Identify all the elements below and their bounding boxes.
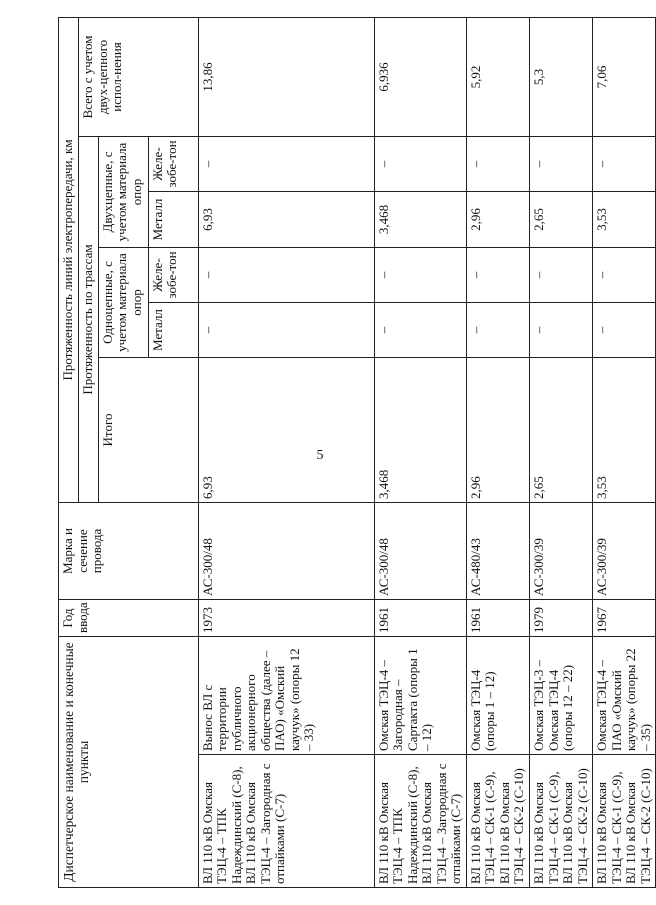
- table-body: [198, 17, 656, 887]
- year-cell: 1973: [198, 600, 374, 637]
- power-lines-table: [58, 17, 656, 888]
- double-concrete-cell: –: [530, 137, 593, 192]
- table-row: [198, 17, 374, 887]
- single-metal-cell: –: [374, 303, 466, 358]
- header-single: Одноцепные, с учетом материала опор: [98, 248, 148, 358]
- line-section: Омская ТЭЦ-4 – Загородная – Сартакта (опоры 1 – 12): [374, 637, 466, 755]
- wire-cell: АС-300/39: [593, 503, 656, 600]
- itogo-cell: 2,65: [530, 358, 593, 503]
- table-header: [59, 17, 199, 887]
- header-single-concrete: Желе-зобе-тон: [148, 248, 198, 303]
- line-name: ВЛ 110 кВ Омская ТЭЦ-4 – СК-1 (С-9), ВЛ 110 кВ Омская ТЭЦ-4 – СК-2 (С-10): [530, 755, 593, 888]
- wire-cell: АС-300/48: [198, 503, 374, 600]
- double-concrete-cell: –: [466, 137, 529, 192]
- double-concrete-cell: –: [198, 137, 374, 192]
- total-cell: 5,92: [466, 17, 529, 136]
- year-cell: 1979: [530, 600, 593, 637]
- wire-cell: АС-300/48: [374, 503, 466, 600]
- single-concrete-cell: –: [374, 248, 466, 303]
- header-single-metal: Металл: [148, 303, 198, 358]
- line-name: ВЛ 110 кВ Омская ТЭЦ-4 – СК-1 (С-9), ВЛ 110 кВ Омская ТЭЦ-4 – СК-2 (С-10): [593, 755, 656, 888]
- header-double-concrete: Желе-зобе-тон: [148, 137, 198, 192]
- itogo-cell: 6,93: [198, 358, 374, 503]
- double-metal-cell: 2,96: [466, 192, 529, 248]
- table-row: [374, 17, 466, 887]
- double-metal-cell: 3,468: [374, 192, 466, 248]
- itogo-cell: 3,53: [593, 358, 656, 503]
- line-name: ВЛ 110 кВ Омская ТЭЦ-4 – СК-1 (С-9), ВЛ 110 кВ Омская ТЭЦ-4 – СК-2 (С-10): [466, 755, 529, 888]
- table-row: [593, 17, 656, 887]
- header-double-metal: Металл: [148, 192, 198, 248]
- itogo-cell: 2,96: [466, 358, 529, 503]
- rotated-table-container: [58, 18, 653, 888]
- line-name: ВЛ 110 кВ Омская ТЭЦ-4 – ТПК Надеждинский (С-8), ВЛ 110 кВ Омская ТЭЦ-4 – Загородная с отпайками (С-7): [198, 755, 374, 888]
- single-metal-cell: –: [593, 303, 656, 358]
- year-cell: 1967: [593, 600, 656, 637]
- single-concrete-cell: –: [593, 248, 656, 303]
- header-by-routes: Протяженность по трассам: [79, 137, 99, 503]
- table-row: [466, 17, 529, 887]
- single-concrete-cell: –: [198, 248, 374, 303]
- header-length: Протяженность линий электропередачи, км: [59, 17, 79, 502]
- itogo-cell: 3,468: [374, 358, 466, 503]
- header-total: Всего с учетом двух-цепного испол-нения: [79, 17, 199, 136]
- header-wire: Марка и сечение провода: [59, 503, 199, 600]
- line-section: Вынос ВЛ с территории публичного акционерного общества (далее – ПАО) «Омский каучук» (опоры 12 – 33): [198, 637, 374, 755]
- table-row: [530, 17, 593, 887]
- double-metal-cell: 3,53: [593, 192, 656, 248]
- double-concrete-cell: –: [374, 137, 466, 192]
- wire-cell: АС-300/39: [530, 503, 593, 600]
- double-metal-cell: 6,93: [198, 192, 374, 248]
- single-metal-cell: –: [198, 303, 374, 358]
- double-metal-cell: 2,65: [530, 192, 593, 248]
- total-cell: 7,06: [593, 17, 656, 136]
- header-itogo: Итого: [98, 358, 198, 503]
- total-cell: 5,3: [530, 17, 593, 136]
- single-metal-cell: –: [530, 303, 593, 358]
- single-concrete-cell: –: [466, 248, 529, 303]
- header-year: Год ввода: [59, 600, 199, 637]
- line-name: ВЛ 110 кВ Омская ТЭЦ-4 – ТПК Надеждинский (С-8), ВЛ 110 кВ Омская ТЭЦ-4 – Загородная с отпайками (С-7): [374, 755, 466, 888]
- header-double: Двухцепные, с учетом материала опор: [98, 137, 148, 248]
- header-name: Диспетчерское наименование и конечные пункты: [59, 637, 199, 888]
- year-cell: 1961: [466, 600, 529, 637]
- single-concrete-cell: –: [530, 248, 593, 303]
- single-metal-cell: –: [466, 303, 529, 358]
- line-section: Омская ТЭЦ-3 – Омская ТЭЦ-4 (опоры 12 – 22): [530, 637, 593, 755]
- line-section: Омская ТЭЦ-4 (опоры 1 – 12): [466, 637, 529, 755]
- wire-cell: АС-480/43: [466, 503, 529, 600]
- line-section: Омская ТЭЦ-4 – ПАО «Омский каучук» (опоры 22 – 35): [593, 637, 656, 755]
- double-concrete-cell: –: [593, 137, 656, 192]
- page-number: 5: [316, 448, 324, 463]
- year-cell: 1961: [374, 600, 466, 637]
- total-cell: 13,86: [198, 17, 374, 136]
- total-cell: 6,936: [374, 17, 466, 136]
